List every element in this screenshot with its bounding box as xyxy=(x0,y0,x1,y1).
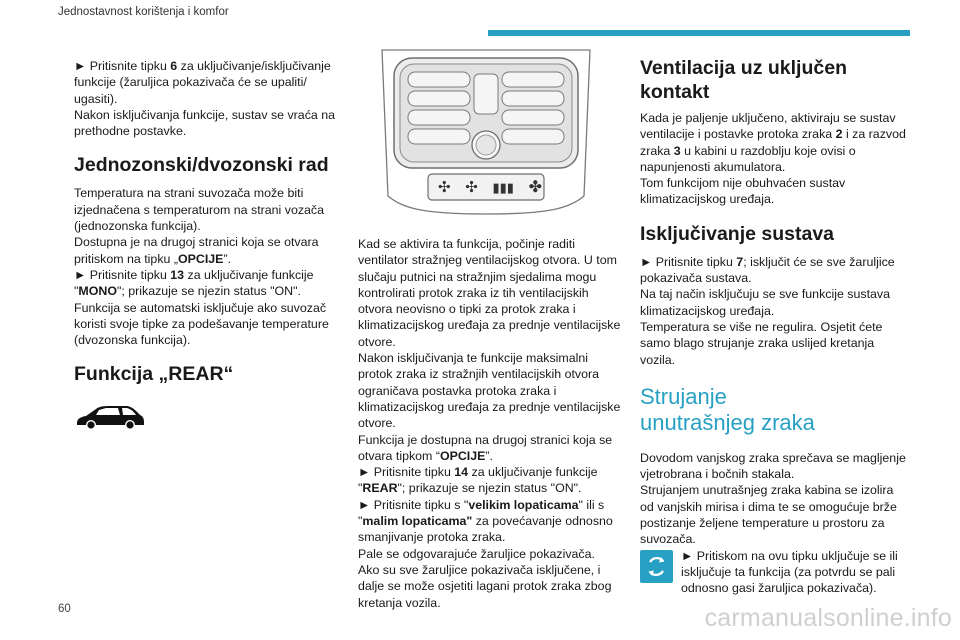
recirculation-note: ► Pritiskom na ovu tipku uključuje se ili isključuje ta funkcija (za potvrdu se pali odnosno gasi žaruljica pokazivača). xyxy=(681,548,898,596)
column-left xyxy=(74,58,336,437)
paragraph: Pale se odgovarajuće žaruljice pokazivača. xyxy=(358,546,595,561)
running-header: Jednostavnost korištenja i komfor xyxy=(58,6,229,18)
watermark: carmanualsonline.info xyxy=(704,604,952,632)
paragraph: Nakon isključivanja funkcije, sustav se vraća na prethodne postavke. xyxy=(74,107,336,139)
section-heading-rear: Funkcija „REAR“ xyxy=(74,363,234,386)
page-number: 60 xyxy=(58,603,71,615)
paragraph: Tom funkcijom nije obuhvaćen sustav klimatizacijskog uređaja. xyxy=(640,176,846,207)
system-off-text xyxy=(640,254,908,368)
paragraph: Temperatura na strani suvozača može biti izjednačena s temperaturom na strani vozača (jednozonska funkcija). xyxy=(74,186,325,234)
air-recirculation-icon xyxy=(640,550,673,583)
paragraph: Ako su sve žaruljice pokazivača isključene, i dalje se može osjetiti lagani protok zraka zbog kretanja vozila. xyxy=(358,562,612,610)
header-accent-bar xyxy=(488,30,910,36)
car-silhouette-icon xyxy=(74,402,336,436)
paragraph: Nakon isključivanja te funkcije maksimalni protok zraka iz stražnjih ventilacijskih otvora ograničava postavka protoka zraka i klimatizacijskog uređaja za prednje ventilacijske otvore. xyxy=(358,351,621,431)
paragraph: Dovodom vanjskog zraka sprečava se magljenje vjetrobrana i bočnih stakala. xyxy=(640,450,906,482)
paragraph: Strujanjem unutrašnjeg zraka kabina se izolira od vanjskih mirisa i dima te se omogućuje brže postizanje željene temperature u prostoru za suvozača. xyxy=(640,483,897,547)
fan-large-icon[interactable]: ✤ xyxy=(528,179,542,197)
rear-vent-illustration xyxy=(380,46,592,218)
paragraph: ► Pritisnite tipku 6 za uključivanje/isključivanje funkcije (žaruljica pokazivača će se upaliti/ ugasiti). xyxy=(74,59,331,106)
fan-small-icon[interactable]: ✣ xyxy=(438,179,451,197)
paragraph: ► Pritisnite tipku 14 za uključivanje funkcije "REAR"; prikazuje se njezin status "ON". xyxy=(358,465,598,496)
paragraph: ► Pritisnite tipku 7; isključit će se sve žaruljice pokazivača sustava. xyxy=(640,254,895,286)
paragraph: Temperatura se više ne regulira. Osjetit ćete samo blago strujanje zraka uslijed kretanja vozila. xyxy=(640,319,883,367)
column-right xyxy=(640,56,908,597)
mono-text xyxy=(74,185,336,348)
paragraph: Dostupna je na drugoj stranici koja se otvara pritiskom na tipku „OPCIJE”. xyxy=(74,235,319,266)
fan-icon[interactable]: ✣ xyxy=(465,179,478,197)
paragraph: ► Pritisnite tipku 13 za uključivanje funkcije "MONO"; prikazuje se njezin status "ON". xyxy=(74,267,314,299)
recirculation-text xyxy=(640,450,908,597)
rear-function-text xyxy=(358,236,624,611)
section-heading-recirculation: Strujanje unutrašnjeg zraka xyxy=(640,383,815,435)
paragraph: Kada je paljenje uključeno, aktiviraju se sustav ventilacije i postavke protoka zraka 2 i za razvod zraka 3 u kabini u razdoblju koje ovisi o napunjenosti akumulatora. xyxy=(640,111,906,174)
section-heading-system-off: Isključivanje sustava xyxy=(640,222,835,245)
paragraph: Funkcija je dostupna na drugoj stranici koja se otvara tipkom “OPCIJE”. xyxy=(358,432,613,463)
section-heading-ventilation: Ventilacija uz uključen kontakt xyxy=(640,57,847,103)
indicator-bars-icon: ▮▮▮ xyxy=(492,180,514,196)
ventilation-text xyxy=(640,110,908,208)
paragraph: Kad se aktivira ta funkcija, počinje raditi ventilator stražnjeg ventilacijskog otvora. U tom slučaju putnici na stražnjim sjedalima mogu kontrolirati protok zraka iz tih ventilacijskih otvora neovisno o tipki za protok zraka i klimatizacijskog uređaja za prednje ventilacijske otvore. xyxy=(358,237,621,349)
paragraph: Na taj način isključuju se sve funkcije sustava klimatizacijskog uređaja. xyxy=(640,287,890,318)
paragraph: Funkcija se automatski isključuje ako suvozač koristi svoje tipke za podešavanje temperature (dvozonska funkcija). xyxy=(74,300,329,348)
column-middle xyxy=(358,46,624,611)
intro-text xyxy=(74,58,336,139)
paragraph: ► Pritisnite tipku s "velikim lopaticama" ili s "malim lopaticama" za povećavanje odnosno smanjivanje protoka zraka. xyxy=(358,497,613,545)
section-heading-mono: Jednozonski/dvozonski rad xyxy=(74,154,329,177)
